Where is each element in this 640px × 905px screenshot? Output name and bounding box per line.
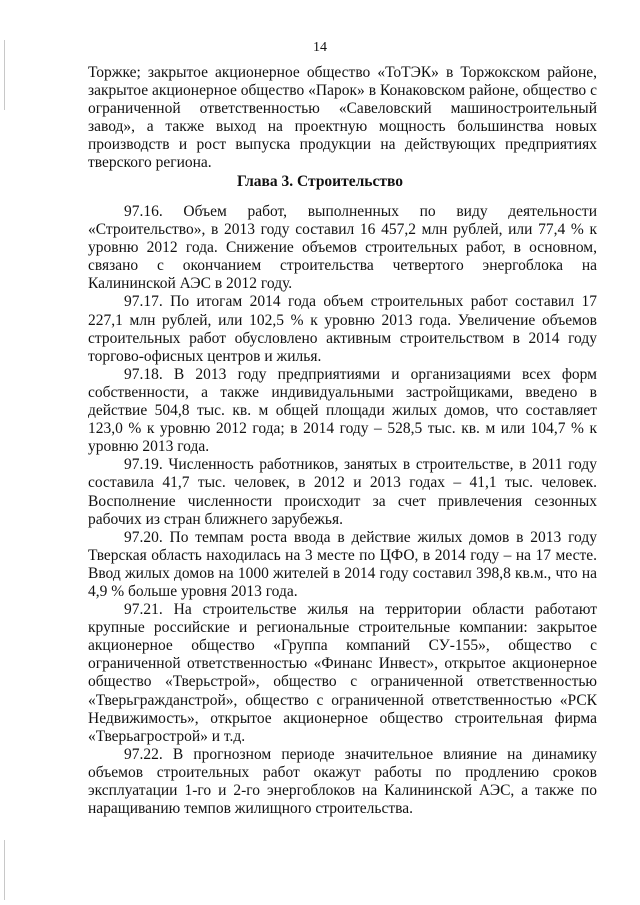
paragraph-97-21: 97.21. На строительстве жилья на территории области работают крупные российские и региональные строительные компании: закрытое акционерное общество «Группа компаний СУ-155», общество с ограниченной ответственностью «Финанс Инвест», открытое акционерное общество «Тверьстрой», общество с ограниченной ответственностью «Тверьгражданстрой», общество с ограниченной ответственностью «РСК Недвижимость», открытое акционерное общество строительная фирма «Тверьагрострой» и т.д.	[88, 601, 597, 745]
paragraph-97-20: 97.20. По темпам роста ввода в действие жилых домов в 2013 году Тверская область находилась на 3 месте по ЦФО, в 2014 году – на 17 месте. Ввод жилых домов на 1000 жителей в 2014 году составил 398,8 кв.м., что на 4,9 % больше уровня 2013 года.	[88, 528, 597, 600]
page-number: 14	[313, 40, 327, 55]
chapter-body	[88, 203, 597, 818]
chapter-heading: Глава 3. Строительство	[236, 173, 404, 190]
paragraph-97-17: 97.17. По итогам 2014 года объем строительных работ составил 17 227,1 млн рублей, или 102,5 % к уровню 2013 года. Увеличение объемов строительных работ обусловлено активным строительством в 2014 году торгово-офисных центров и жилья.	[88, 293, 597, 365]
continued-paragraph	[88, 64, 597, 173]
scan-edge-mark	[4, 840, 5, 900]
paragraph-97-22: 97.22. В прогнозном периоде значительное влияние на динамику объемов строительных работ окажут работы по продлению сроков эксплуатации 1-го и 2-го энергоблоков на Калининской АЭС, а также по наращиванию темпов жилищного строительства.	[88, 745, 597, 818]
paragraph-97-19: 97.19. Численность работников, занятых в строительстве, в 2011 году составила 41,7 тыс. человек, в 2012 и 2013 годах – 41,1 тыс. человек. Восполнение численности происходит за счет привлечения сезонных рабочих из стран ближнего зарубежья.	[88, 456, 597, 528]
paragraph-97-18: 97.18. В 2013 году предприятиями и организациями всех форм собственности, а также индивидуальными застройщиками, введено в действие 504,8 тыс. кв. м общей площади жилых домов, что составляет 123,0 % к уровню 2012 года; в 2014 году – 528,5 тыс. кв. м или 104,7 % к уровню 2013 года.	[88, 365, 597, 456]
paragraph-97-16: 97.16. Объем работ, выполненных по виду деятельности «Строительство», в 2013 году составил 16 457,2 млн рублей, или 77,4 % к уровню 2012 года. Снижение объемов строительных работ, в основном, связано с окончанием строительства четвертого энергоблока на Калининской АЭС в 2012 году.	[88, 203, 597, 293]
paragraph-text: Торжке; закрытое акционерное общество «ТоТЭК» в Торжокском районе, закрытое акционерное общество «Парок» в Конаковском районе, общество с ограниченной ответственностью «Савеловский машиностроительный завод», а также выход на проектную мощность большинства новых производств и рост выпуска продукции на действующих предприятиях тверского региона.	[88, 64, 597, 172]
